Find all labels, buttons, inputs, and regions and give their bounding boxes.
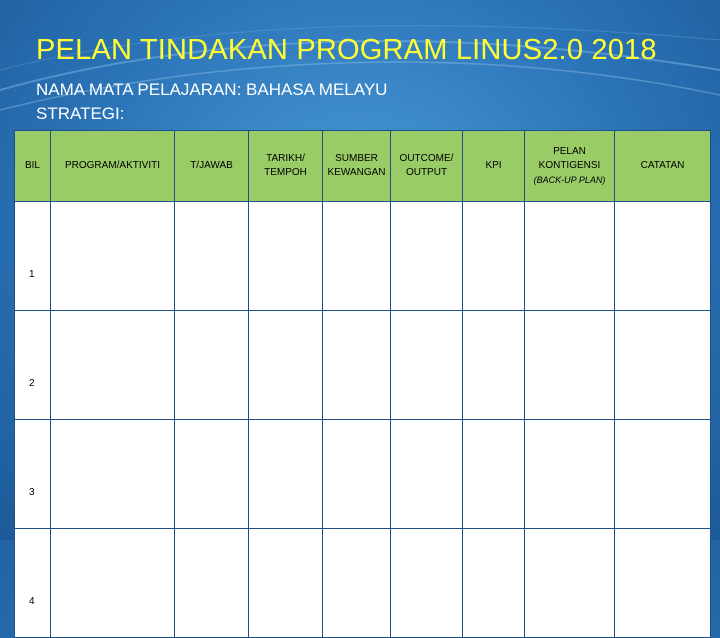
header-outcome-line1: OUTCOME/: [399, 153, 454, 164]
table-cell[interactable]: [391, 311, 463, 420]
header-tarikh-line1: TARIKH/: [266, 153, 305, 164]
table-cell[interactable]: [463, 202, 525, 311]
header-pelan-line2: KONTIGENSI: [538, 160, 601, 171]
table-cell[interactable]: [51, 420, 175, 529]
table-cell[interactable]: [391, 202, 463, 311]
table-cell[interactable]: [175, 529, 249, 638]
table-header-row: [15, 131, 711, 202]
action-plan-table: [14, 130, 711, 638]
header-pelan-line1: PELAN: [553, 146, 586, 157]
table-cell[interactable]: [249, 202, 323, 311]
table-cell[interactable]: [51, 311, 175, 420]
table-cell[interactable]: [463, 420, 525, 529]
table-row: [15, 420, 711, 529]
table-cell[interactable]: [463, 529, 525, 638]
table-cell[interactable]: [175, 420, 249, 529]
table-cell[interactable]: [525, 529, 615, 638]
table-cell[interactable]: [175, 202, 249, 311]
table-cell[interactable]: [615, 202, 711, 311]
table-cell[interactable]: [323, 311, 391, 420]
table-row: [15, 311, 711, 420]
table-cell[interactable]: [615, 420, 711, 529]
table-cell[interactable]: [615, 311, 711, 420]
table-cell[interactable]: [391, 420, 463, 529]
slide-subtitle: [36, 78, 387, 126]
table-row: [15, 529, 711, 638]
table-cell[interactable]: [51, 202, 175, 311]
header-sumber: [323, 131, 391, 202]
header-pelan-line3: (BACK-UP PLAN): [533, 175, 606, 185]
header-program: PROGRAM/AKTIVITI: [51, 131, 175, 202]
row-number: 2: [15, 311, 51, 420]
header-tarikh: [249, 131, 323, 202]
table-cell[interactable]: [323, 420, 391, 529]
table-cell[interactable]: [249, 311, 323, 420]
slide-title: PELAN TINDAKAN PROGRAM LINUS2.0 2018: [36, 34, 657, 66]
header-tjawab: T/JAWAB: [175, 131, 249, 202]
table-cell[interactable]: [323, 202, 391, 311]
header-sumber-line2: KEWANGAN: [327, 167, 386, 178]
table-cell[interactable]: [525, 420, 615, 529]
header-outcome-line2: OUTPUT: [405, 167, 448, 178]
header-tarikh-line2: TEMPOH: [264, 167, 307, 178]
header-catatan: CATATAN: [615, 131, 711, 202]
strategy-line: STRATEGI:: [36, 104, 125, 123]
table-cell[interactable]: [391, 529, 463, 638]
table-cell[interactable]: [615, 529, 711, 638]
header-kpi: KPI: [463, 131, 525, 202]
header-pelan: [525, 131, 615, 202]
table-cell[interactable]: [463, 311, 525, 420]
header-outcome: [391, 131, 463, 202]
subject-name-line: NAMA MATA PELAJARAN: BAHASA MELAYU: [36, 80, 388, 99]
table-cell[interactable]: [175, 311, 249, 420]
table-cell[interactable]: [249, 420, 323, 529]
table-cell[interactable]: [525, 202, 615, 311]
row-number: 3: [15, 420, 51, 529]
table-cell[interactable]: [249, 529, 323, 638]
row-number: 1: [15, 202, 51, 311]
header-bil: BIL: [15, 131, 51, 202]
table-cell[interactable]: [51, 529, 175, 638]
table-cell[interactable]: [525, 311, 615, 420]
row-number: 4: [15, 529, 51, 638]
table-row: [15, 202, 711, 311]
header-sumber-line1: SUMBER: [335, 153, 378, 164]
table-cell[interactable]: [323, 529, 391, 638]
